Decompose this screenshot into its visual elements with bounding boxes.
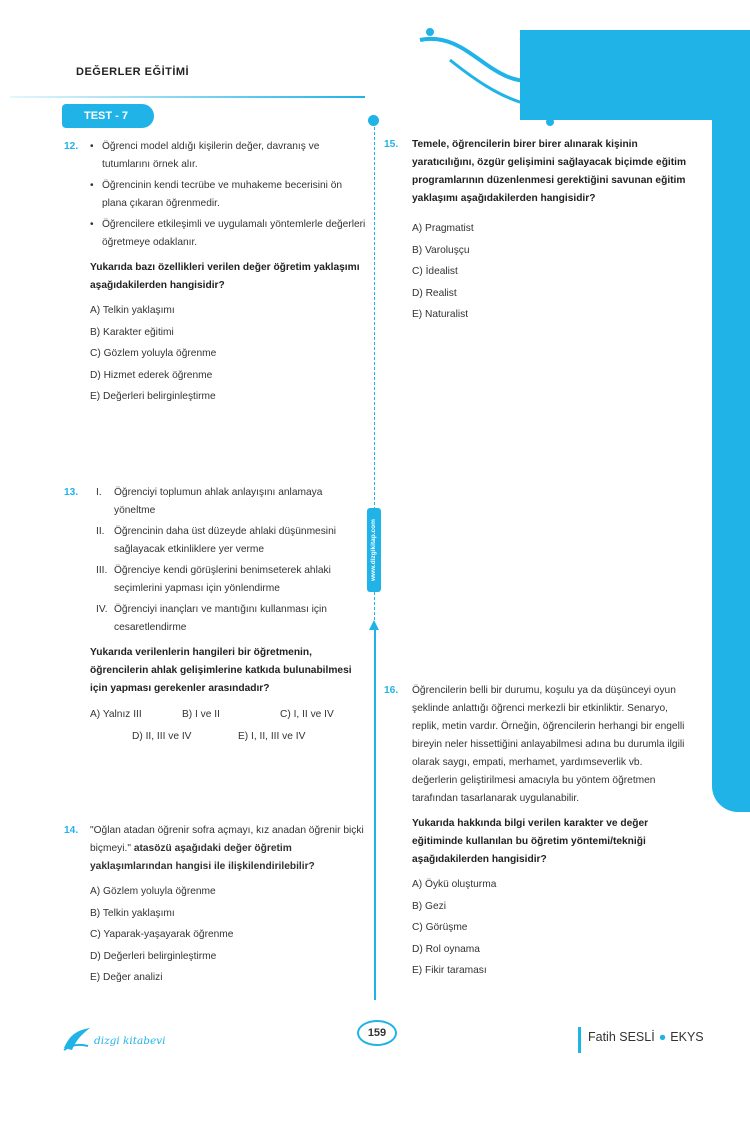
statement-item: III. Öğrenciye kendi görüşlerini benimseterek ahlaki seçimlerini yapması için yönlendirme (96, 565, 331, 594)
option-b[interactable]: B) Gezi (412, 900, 446, 912)
question-stem: Yukarıda bazı özellikleri verilen değer öğretim yaklaşımı aşağıdakilerden hangisidir? (90, 262, 360, 291)
statement-item: II. Öğrencinin daha üst düzeyde ahlaki düşünmesini sağlayacak etkinliklere yer verme (96, 526, 337, 555)
question-number: 15. (384, 139, 399, 150)
option-b[interactable]: B) Telkin yaklaşımı (90, 907, 175, 919)
option-b[interactable]: B) Varoluşçu (412, 244, 470, 256)
option-e[interactable]: E) I, II, III ve IV (238, 731, 306, 742)
option-d[interactable]: D) Rol oynama (412, 943, 480, 955)
option-e[interactable]: E) Değerleri belirginleştirme (90, 391, 216, 402)
question-number: 12. (64, 141, 79, 152)
option-c[interactable]: C) Görüşme (412, 922, 468, 933)
series-name: EKYS (670, 1030, 704, 1044)
option-a[interactable]: A) Gözlem yoluyla öğrenme (90, 886, 216, 897)
publisher-name: dizgi kitabevi (94, 1035, 166, 1047)
question-13 (64, 484, 366, 750)
wave-decoration (410, 20, 750, 130)
option-a[interactable]: A) Telkin yaklaşımı (90, 305, 175, 316)
test-badge: TEST - 7 (62, 104, 154, 128)
bullet-dot-icon: ● (658, 1030, 667, 1044)
bullet-list (90, 138, 366, 252)
question-stem: "Oğlan atadan öğrenir sofra açmayı, kız anadan öğrenir biçki biçmeyi." atasözü aşağıdaki değer öğretim yaklaşımlarından hangisi ile ilişkilendirilebilir? (90, 825, 364, 872)
page-number: 159 (357, 1020, 397, 1046)
question-15 (384, 136, 688, 328)
option-d[interactable]: D) Realist (412, 287, 457, 299)
column-divider-solid (374, 630, 376, 1000)
option-d[interactable]: D) Hizmet ederek öğrenme (90, 369, 213, 381)
publisher-logo-icon (62, 1026, 92, 1054)
option-c[interactable]: C) I, II ve IV (280, 709, 334, 720)
bullet-item: • Öğrencilere etkileşimli ve uygulamalı yöntemlerle değerleri öğretmeye odaklanır. (90, 216, 366, 252)
header-divider (10, 96, 365, 98)
question-number: 14. (64, 825, 79, 836)
statement-item: I. Öğrenciyi toplumun ahlak anlayışını anlamaya yöneltme (96, 487, 323, 516)
option-c[interactable]: C) Yaparak-yaşayarak öğrenme (90, 929, 234, 940)
divider-arrow-icon (369, 620, 379, 630)
option-b[interactable]: B) I ve II (182, 709, 220, 720)
option-e[interactable]: E) Naturalist (412, 309, 469, 320)
option-list (412, 220, 688, 328)
bullet-item: • Öğrencinin kendi tecrübe ve muhakeme becerisini ön plana çıkaran öğrenmedir. (90, 177, 366, 213)
question-stem: Yukarıda hakkında bilgi verilen karakter ve değer eğitiminde kullanılan bu öğretim yöntemi/tekniği aşağıdakilerden hangisidir? (412, 818, 649, 865)
option-a[interactable]: A) Pragmatist (412, 223, 474, 234)
option-list (90, 302, 366, 410)
footer-author (588, 1030, 704, 1044)
question-passage: Öğrencilerin belli bir durumu, koşulu ya da düşünceyi oyun şeklinde anlattığı öğrenci merkezli bir etkinliktir. Senaryo, replik, metin vardır. Örneğin, öğrencilerin herhangi bir engelli bireyin neler hissettiğini anlayabilmesi adına bu durumla ilgili olarak saygı, empati, merhamet, yardımseverlik vb. değerlerin geliştirilmesi amacıyla bu yöntem öğretmen tarafından tasarlanarak uygulanabilir. (412, 685, 685, 804)
option-e[interactable]: E) Değer analizi (90, 972, 163, 983)
statement-item: IV. Öğrenciyi inançları ve mantığını kullanması için cesaretlendirme (96, 604, 327, 633)
option-e[interactable]: E) Fikir taraması (412, 965, 487, 976)
question-14 (64, 822, 366, 991)
question-stem: Yukarıda verilenlerin hangileri bir öğretmenin, öğrencilerin ahlak gelişimlerine katkıda bulunabilmesi için yapması gerekenler arasındadır? (90, 647, 352, 694)
website-tag: www.dizgikitap.com (367, 508, 381, 592)
option-c[interactable]: C) Gözlem yoluyla öğrenme (90, 348, 217, 359)
option-d[interactable]: D) II, III ve IV (132, 731, 192, 742)
option-d[interactable]: D) Değerleri belirginleştirme (90, 950, 217, 962)
right-edge-panel (712, 120, 750, 812)
option-c[interactable]: C) İdealist (412, 266, 458, 277)
statement-list (96, 484, 366, 637)
option-list (90, 883, 366, 991)
question-number: 16. (384, 685, 399, 696)
question-12 (64, 138, 366, 410)
bullet-item: • Öğrenci model aldığı kişilerin değer, davranış ve tutumlarını örnek alır. (90, 138, 366, 174)
question-16 (384, 682, 688, 984)
question-number: 13. (64, 487, 79, 498)
option-b[interactable]: B) Karakter eğitimi (90, 326, 174, 338)
option-grid (90, 706, 366, 750)
option-a[interactable]: A) Öykü oluşturma (412, 879, 497, 890)
author-name: Fatih SESLİ (588, 1030, 655, 1044)
page-title: DEĞERLER EĞİTİMİ (76, 66, 190, 78)
proverb-quote: "Oğlan atadan öğrenir sofra açmayı, kız anadan öğrenir biçki biçmeyi." (90, 825, 364, 854)
option-list (412, 876, 688, 984)
option-a[interactable]: A) Yalnız III (90, 709, 142, 720)
footer-divider (578, 1027, 581, 1053)
question-stem: Temele, öğrencilerin birer birer alınarak kişinin yaratıcılığını, özgür gelişimini sağlayacak biçimde eğitim programlarının düzenlenmesi gerektiğini savunan eğitim yaklaşımı aşağıdakilerden hangisidir? (412, 139, 687, 204)
